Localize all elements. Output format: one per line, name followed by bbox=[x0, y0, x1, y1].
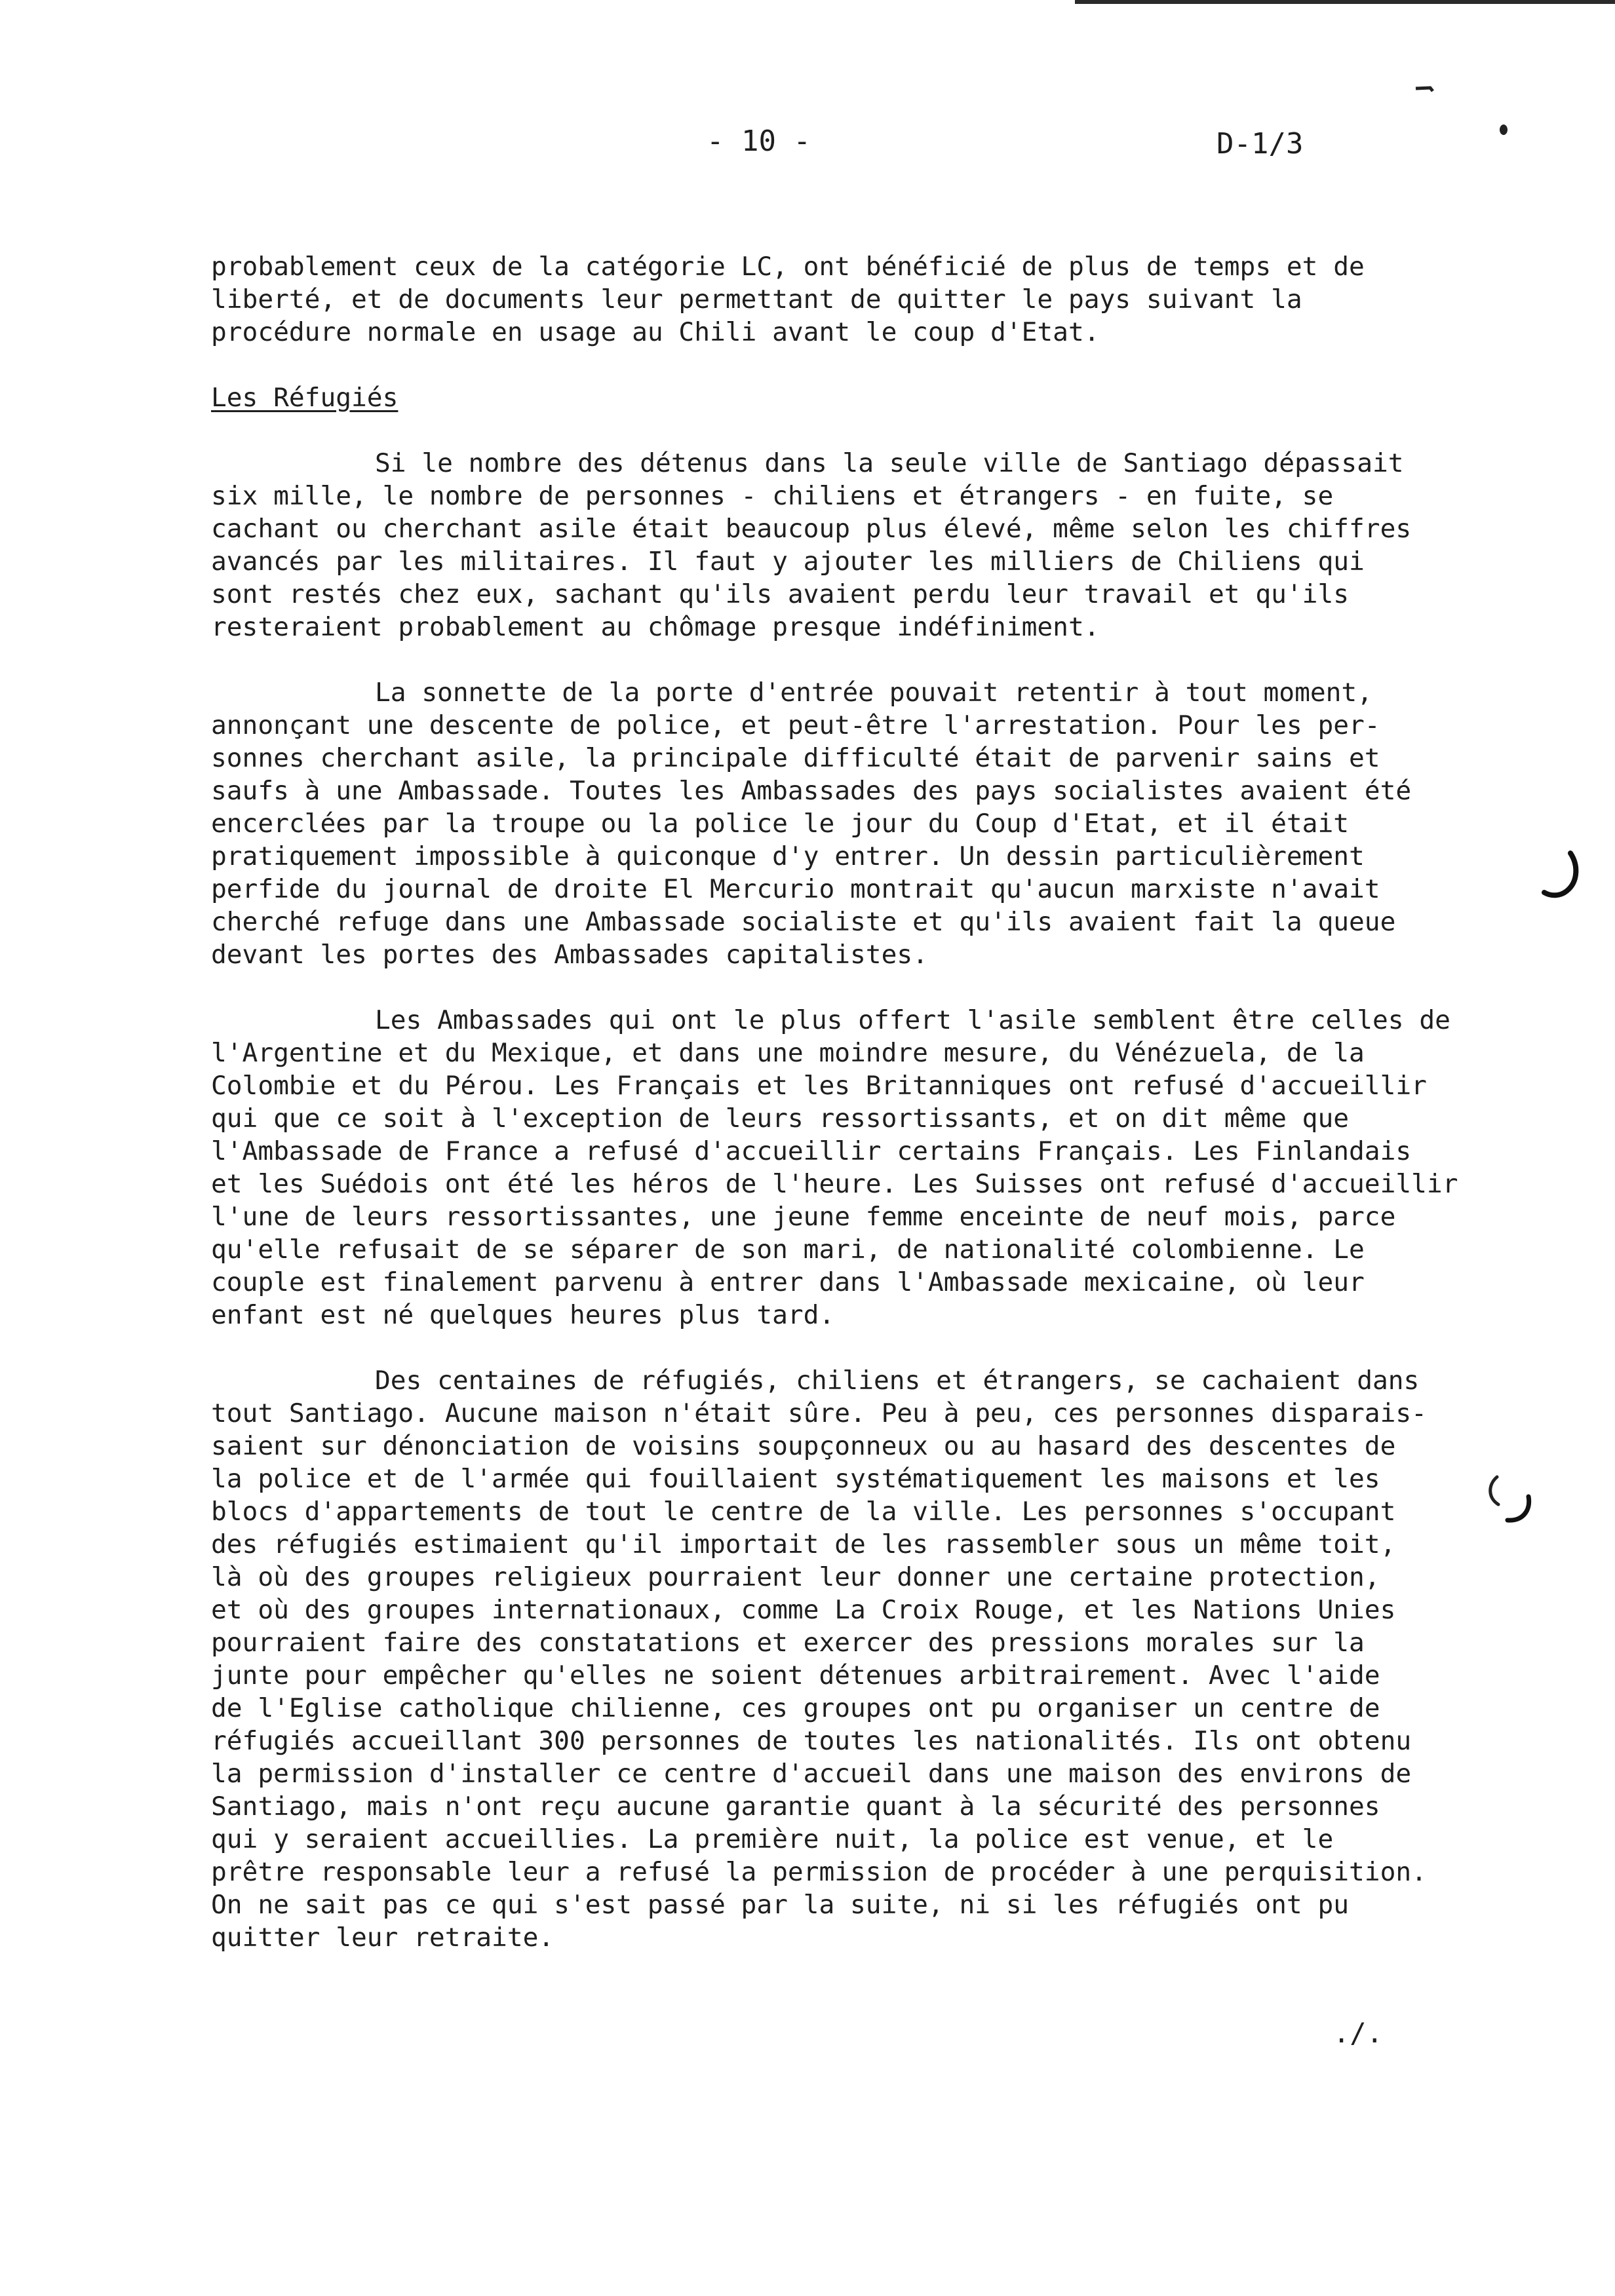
paragraph bbox=[211, 1004, 1515, 1331]
text-line: saufs à une Ambassade. Toutes les Ambassades des pays socialistes avaient été bbox=[211, 776, 1412, 806]
document-reference: D-1/3 bbox=[1216, 127, 1304, 161]
text-line: probablement ceux de la catégorie LC, ont bénéficié de plus de temps et de bbox=[211, 252, 1365, 282]
margin-bracket-mark bbox=[1538, 849, 1584, 902]
page-header bbox=[0, 124, 1615, 164]
text-line: junte pour empêcher qu'elles ne soient détenues arbitrairement. Avec l'aide bbox=[211, 1660, 1380, 1691]
paragraph bbox=[211, 447, 1515, 643]
text-line: La sonnette de la porte d'entrée pouvait retentir à tout moment, bbox=[375, 678, 1372, 708]
corner-scribble-mark bbox=[1414, 84, 1434, 93]
text-line: la permission d'installer ce centre d'accueil dans une maison des environs de bbox=[211, 1759, 1412, 1789]
text-line: On ne sait pas ce qui s'est passé par la suite, ni si les réfugiés ont pu bbox=[211, 1890, 1350, 1920]
text-line: cachant ou cherchant asile était beaucoup plus élevé, même selon les chiffres bbox=[211, 514, 1412, 544]
top-edge-rule bbox=[1075, 0, 1615, 4]
text-line: là où des groupes religieux pourraient leur donner une certaine protection, bbox=[211, 1562, 1380, 1592]
page-number: - 10 - bbox=[707, 124, 811, 158]
text-line: et les Suédois ont été les héros de l'heure. Les Suisses ont refusé d'accueillir bbox=[211, 1169, 1458, 1199]
text-line: de l'Eglise catholique chilienne, ces groupes ont pu organiser un centre de bbox=[211, 1693, 1380, 1723]
paragraph bbox=[211, 676, 1515, 971]
document-body bbox=[211, 250, 1515, 1954]
paragraph bbox=[211, 1364, 1515, 1954]
text-line: pourraient faire des constatations et exercer des pressions morales sur la bbox=[211, 1628, 1365, 1658]
text-line: Colombie et du Pérou. Les Français et les Britanniques ont refusé d'accueillir bbox=[211, 1071, 1427, 1101]
text-line: six mille, le nombre de personnes - chiliens et étrangers - en fuite, se bbox=[211, 481, 1334, 511]
margin-bracket-mark bbox=[1483, 1470, 1542, 1529]
text-line: resteraient probablement au chômage presque indéfiniment. bbox=[211, 612, 1100, 642]
text-line: Les Ambassades qui ont le plus offert l'asile semblent être celles de bbox=[375, 1005, 1450, 1035]
text-line: avancés par les militaires. Il faut y ajouter les milliers de Chiliens qui bbox=[211, 546, 1365, 577]
text-line: devant les portes des Ambassades capitalistes. bbox=[211, 940, 928, 970]
paragraph bbox=[211, 250, 1515, 349]
text-line: et où des groupes internationaux, comme La Croix Rouge, et les Nations Unies bbox=[211, 1595, 1396, 1625]
text-line: pratiquement impossible à quiconque d'y entrer. Un dessin particulièrement bbox=[211, 841, 1365, 871]
text-line: tout Santiago. Aucune maison n'était sûre. Peu à peu, ces personnes disparais- bbox=[211, 1398, 1427, 1428]
text-line: Des centaines de réfugiés, chiliens et étrangers, se cachaient dans bbox=[375, 1366, 1420, 1396]
text-line: quitter leur retraite. bbox=[211, 1923, 555, 1953]
text-line: blocs d'appartements de tout le centre de la ville. Les personnes s'occupant bbox=[211, 1497, 1396, 1527]
text-line: qui y seraient accueillies. La première nuit, la police est venue, et le bbox=[211, 1824, 1334, 1854]
text-line: prêtre responsable leur a refusé la permission de procéder à une perquisition. bbox=[211, 1857, 1427, 1887]
text-line: l'Argentine et du Mexique, et dans une moindre mesure, du Vénézuela, de la bbox=[211, 1038, 1365, 1068]
text-line: qui que ce soit à l'exception de leurs ressortissants, et on dit même que bbox=[211, 1103, 1350, 1134]
continuation-mark: ./. bbox=[1333, 2017, 1383, 2049]
section-heading: Les Réfugiés bbox=[211, 383, 399, 413]
text-line: des réfugiés estimaient qu'il importait de les rassembler sous un même toit, bbox=[211, 1529, 1396, 1559]
text-line: l'Ambassade de France a refusé d'accueillir certains Français. Les Finlandais bbox=[211, 1136, 1412, 1166]
text-line: annonçant une descente de police, et peut-être l'arrestation. Pour les per- bbox=[211, 710, 1380, 740]
text-line: liberté, et de documents leur permettant de quitter le pays suivant la bbox=[211, 284, 1302, 315]
text-line: couple est finalement parvenu à entrer dans l'Ambassade mexicaine, où leur bbox=[211, 1267, 1365, 1297]
text-line: la police et de l'armée qui fouillaient systématiquement les maisons et les bbox=[211, 1464, 1380, 1494]
text-line: saient sur dénonciation de voisins soupçonneux ou au hasard des descentes de bbox=[211, 1431, 1396, 1461]
text-line: encerclées par la troupe ou la police le jour du Coup d'Etat, et il était bbox=[211, 809, 1350, 839]
text-line: enfant est né quelques heures plus tard. bbox=[211, 1300, 835, 1330]
text-line: perfide du journal de droite El Mercurio montrait qu'aucun marxiste n'avait bbox=[211, 874, 1380, 904]
text-line: cherché refuge dans une Ambassade socialiste et qu'ils avaient fait la queue bbox=[211, 907, 1396, 937]
text-line: sonnes cherchant asile, la principale difficulté était de parvenir sains et bbox=[211, 743, 1380, 773]
text-line: sont restés chez eux, sachant qu'ils avaient perdu leur travail et qu'ils bbox=[211, 579, 1350, 609]
text-line: l'une de leurs ressortissantes, une jeune femme enceinte de neuf mois, parce bbox=[211, 1202, 1396, 1232]
text-line: Santiago, mais n'ont reçu aucune garantie quant à la sécurité des personnes bbox=[211, 1791, 1380, 1822]
text-line: qu'elle refusait de se séparer de son mari, de nationalité colombienne. Le bbox=[211, 1234, 1365, 1265]
text-line: procédure normale en usage au Chili avant le coup d'Etat. bbox=[211, 317, 1100, 347]
text-line: réfugiés accueillant 300 personnes de toutes les nationalités. Ils ont obtenu bbox=[211, 1726, 1412, 1756]
text-line: Si le nombre des détenus dans la seule ville de Santiago dépassait bbox=[375, 448, 1404, 478]
